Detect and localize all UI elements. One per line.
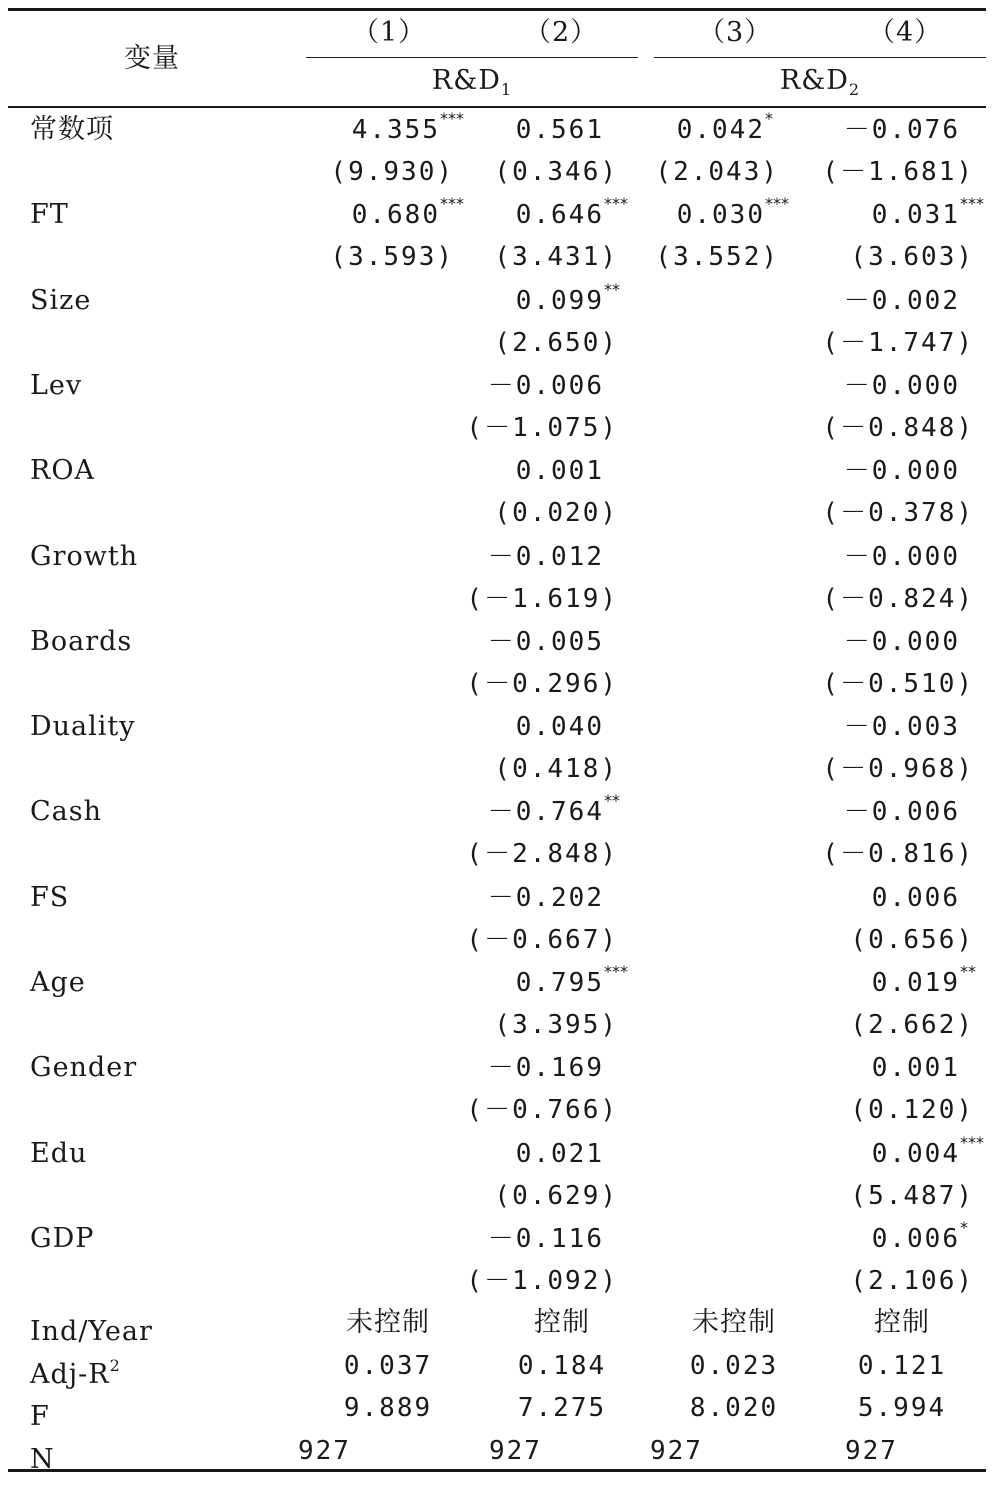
footer-cell: 927 (298, 1435, 351, 1466)
coef-cell: －0.000 (843, 456, 960, 487)
tstat-cell: (2.650) (494, 327, 618, 358)
significance-stars: * (960, 1217, 968, 1237)
footer-cell: 927 (650, 1435, 703, 1466)
footer-label (30, 1306, 153, 1349)
bottom-rule (8, 1469, 986, 1472)
coef-cell: －0.006 (843, 797, 960, 828)
row-label: Lev (30, 369, 83, 401)
tstat-cell: (－0.667) (466, 924, 618, 955)
coef-cell: －0.000 (843, 541, 960, 572)
row-label: Growth (30, 540, 139, 572)
tstat-cell: (0.020) (494, 498, 618, 529)
header-variable-label: 变量 (124, 43, 180, 74)
coef-cell: －0.000 (843, 626, 960, 657)
row-label: ROA (30, 455, 95, 487)
coef-cell: －0.000 (843, 370, 960, 401)
tstat-cell: (5.487) (850, 1180, 974, 1211)
tstat-cell: (9.930) (330, 157, 454, 187)
footer-cell: 7.275 (517, 1393, 607, 1423)
footer-cell: 9.889 (343, 1393, 433, 1423)
coef-cell: 0.019 ** (871, 962, 976, 998)
coef-cell: 0.006 (871, 882, 960, 913)
significance-stars: ** (604, 791, 620, 811)
tstat-cell: (－1.075) (466, 412, 618, 443)
significance-stars: *** (960, 1132, 984, 1152)
row-label: Cash (30, 796, 103, 828)
footer-cell: 0.184 (517, 1350, 607, 1381)
footer-cell: 0.121 (857, 1350, 947, 1381)
footer-label-text: N (30, 1443, 55, 1475)
footer-label-superscript: 2 (109, 1355, 121, 1375)
row-label: Age (30, 967, 86, 998)
row-label: FT (30, 199, 69, 231)
tstat-cell: (－0.848) (822, 412, 974, 443)
significance-stars: ** (604, 279, 620, 299)
tstat-cell: (－0.510) (822, 668, 974, 699)
tstat-cell: (3.431) (494, 242, 618, 273)
coef-cell: 0.680 *** (351, 194, 464, 231)
coef-cell: －0.006 (487, 370, 604, 401)
footer-label-text: F (30, 1401, 50, 1432)
group-1-subscript: 1 (500, 80, 513, 99)
top-rule (8, 8, 986, 11)
row-label: Duality (30, 711, 136, 743)
significance-stars: *** (440, 109, 464, 128)
footer-cell: 927 (489, 1435, 542, 1466)
tstat-cell: (－1.619) (466, 583, 618, 614)
coef-cell: －0.076 (843, 115, 960, 145)
tstat-cell: (0.629) (494, 1180, 618, 1211)
significance-stars: *** (440, 194, 464, 214)
coef-cell: －0.116 (487, 1223, 604, 1254)
significance-stars: *** (604, 962, 628, 981)
coef-cell: 0.030 *** (676, 194, 789, 231)
significance-stars: ** (960, 962, 976, 981)
group-2-subscript: 2 (848, 80, 861, 99)
footer-cell: 8.020 (689, 1393, 779, 1423)
footer-cell: 5.994 (857, 1393, 947, 1423)
footer-cell: 927 (845, 1435, 898, 1466)
group2-underline (654, 57, 986, 58)
tstat-cell: (－0.766) (466, 1095, 618, 1126)
coef-cell: 0.001 (515, 456, 604, 487)
row-label: Boards (30, 625, 133, 657)
coef-cell: 0.006 * (871, 1217, 968, 1254)
coef-cell: 0.004 *** (871, 1132, 984, 1169)
tstat-cell: (3.395) (494, 1010, 618, 1040)
coef-cell: 0.795 *** (515, 962, 628, 998)
tstat-cell: (0.120) (850, 1095, 974, 1126)
coef-cell: －0.764 ** (487, 791, 620, 828)
group1-underline (306, 57, 638, 58)
footer-label-text: Adj-R (30, 1358, 110, 1390)
footer-cell: 0.023 (689, 1350, 779, 1381)
coef-cell: 0.021 (515, 1138, 604, 1169)
header-col-3: （3） (698, 17, 773, 48)
coef-cell: 0.042 * (676, 109, 773, 145)
tstat-cell: (0.418) (494, 754, 618, 785)
tstat-cell: (2.662) (850, 1010, 974, 1040)
tstat-cell: (－1.092) (466, 1265, 618, 1296)
tstat-cell: (－1.747) (822, 327, 974, 358)
header-col-2: （2） (524, 17, 599, 48)
row-label: Size (30, 284, 92, 316)
footer-cell: 0.037 (343, 1350, 433, 1381)
header-group-2 (654, 64, 986, 107)
footer-label-text: Ind/Year (30, 1316, 153, 1347)
footer-label (30, 1391, 50, 1434)
coef-cell: 0.031 *** (871, 194, 984, 231)
coef-cell: －0.202 (487, 882, 604, 913)
tstat-cell: (3.603) (850, 242, 974, 273)
row-label: FS (30, 881, 70, 913)
tstat-cell: (3.552) (655, 242, 779, 273)
tstat-cell: (2.106) (850, 1265, 974, 1296)
tstat-cell: (－0.378) (822, 498, 974, 529)
group-1-label: R&D (431, 65, 501, 96)
row-label: Edu (30, 1137, 88, 1169)
footer-cell: 未控制 (692, 1307, 776, 1338)
tstat-cell: (－1.681) (822, 157, 974, 187)
coef-cell: －0.005 (487, 626, 604, 657)
header-col-4: （4） (868, 17, 943, 48)
tstat-cell: (3.593) (330, 242, 454, 273)
row-label: GDP (30, 1222, 95, 1254)
row-label: 常数项 (30, 114, 114, 145)
coef-cell: 0.561 (515, 115, 604, 145)
significance-stars: *** (604, 194, 628, 214)
group-2-label: R&D (779, 65, 849, 96)
regression-table (8, 0, 986, 1488)
coef-cell: 0.001 (871, 1053, 960, 1084)
footer-cell: 控制 (534, 1307, 590, 1338)
coef-cell: 0.099 ** (515, 279, 620, 316)
header-group-1 (306, 64, 638, 107)
coef-cell: 0.646 *** (515, 194, 628, 231)
tstat-cell: (－0.816) (822, 839, 974, 870)
tstat-cell: (0.656) (850, 924, 974, 955)
coef-cell: －0.003 (843, 712, 960, 743)
coef-cell: －0.002 (843, 285, 960, 316)
footer-cell: 控制 (874, 1307, 930, 1338)
tstat-cell: (－0.296) (466, 668, 618, 699)
significance-stars: * (765, 109, 773, 128)
footer-label (30, 1349, 121, 1392)
coef-cell: －0.012 (487, 541, 604, 572)
coef-cell: －0.169 (487, 1053, 604, 1084)
footer-label (30, 1434, 55, 1477)
coef-cell: 0.040 (515, 712, 604, 743)
significance-stars: *** (960, 194, 984, 214)
significance-stars: *** (765, 194, 789, 214)
coef-cell: 4.355 *** (351, 109, 464, 145)
footer-cell: 未控制 (346, 1307, 430, 1338)
tstat-cell: (－2.848) (466, 839, 618, 870)
tstat-cell: (－0.968) (822, 754, 974, 785)
tstat-cell: (－0.824) (822, 583, 974, 614)
tstat-cell: (0.346) (494, 157, 618, 187)
tstat-cell: (2.043) (655, 157, 779, 187)
header-col-1: （1） (352, 17, 427, 48)
row-label: Gender (30, 1052, 138, 1084)
